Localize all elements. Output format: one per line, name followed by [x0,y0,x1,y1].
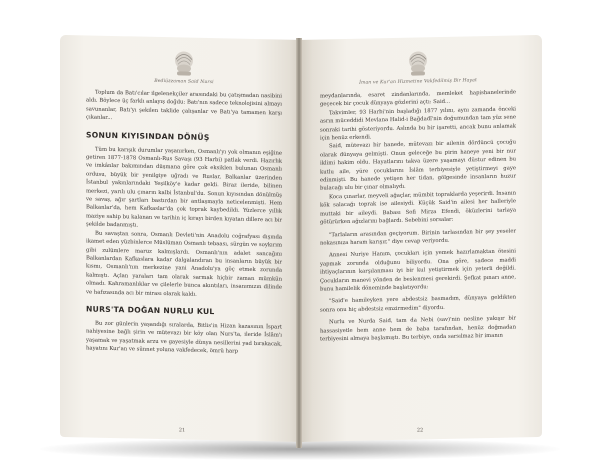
right-page-content [320,45,516,431]
section-heading: SONUN KIYISINDAN DÖNÜŞ [86,130,210,142]
right-page [298,35,542,442]
paragraph: Bu zor günlerin yaşandığı sıralarda, Bitlis'in Hizan kazasının İspart nahiyesine bağlı şirin ve mütevazı bir köy olan Nurs'ta, ileride İslâm'ı yaşamak ve yaşatmak arzu ve gayesiyle dünya nesillerini yad bırakacak, hayatını Kur'an ve sünnet yoluna vakfedecek, ömrü harp [86,320,282,355]
paragraph: Koca çınarlar, meyveli ağaçlar, mümbit topraklarda yeşerirdi. İnsanın kök salacağı toprak ise ailesiydi. Küçük Said'in ailesi her halleriyle muttaki bir aileydi. Babası Sofi Mirza Efendi, öküzlerini tarlaya götürürken ağızlarını bağlardı. Sebebini sorsalar: [320,190,516,226]
paragraph: Nurlu ve Nurda Said, tam da Nebi (sav)'nin nesline yakışır bir hassasiyetle hem anne hem de baba tarafından, henüz doğmadan terbiyesini almaya başlamıştı. Bu terbiye, onda sarsılmaz bir imanın [320,315,516,343]
turban-emblem-icon [405,47,431,78]
paragraph: Annesi Nuriye Hanım, çocukları için yemek hazırlamaktan ötesini yapmak zorunda olduğunu biliyordu. Ona göre, sadece maddi ihtiyaçlarının karşılanması iyi bir kul yetiştirmek için yeterli değildi. Çocukların manevi yönden de beslenmesi gerekirdi. Şefkat pınarı anne, bunu hamilelik döneminde başlatıyordu: [320,248,516,293]
left-page [60,35,304,442]
left-page-content [86,45,282,431]
paragraph: Toplum da Batı'cılar ilgelenekçiler arasındaki bu çatışmadan nasibini aldı. Böylece üç farklı anlayış doğdu: Batı'nın sadece teknolojisini almayı savunanlar, Batı'yı şekilen taklide çalışanlar ve Batı'ya tamamen karşı çıkanlar... [86,89,282,122]
paragraph: Tüm bu karışık durumlar yaşanırken, Osmanlı'yı yok olmanın eşiğine getiren 1877-1878 Osmanlı-Rus Savaşı (93 Harbi) patlak verdi. Hazırlık ve imkânlar bakımından düşmana göre çok eksiklen bulunan Osmanlı ordusu, büyük bir yenilgiye uğradı ve Ruslar, Balkanlar üzerinden İstanbul yakınlarındaki Yeşilköy'e kadar geldi. Biraz ileride, bilinen merkezi, yarılı ulu çınarın kalbi İstanbul'du. Sonun kıyısından dönülmüş ve savaş, ağır şartları bastırdan bir antlaşmayla neticelenmişti. Hem Balkanlar'da, hem Kafkaslar'da çok toprak kaybedildi. Yüzlerce yıllık maziye sahip bu kalanan ve tarihin iç kırayı birden kıyatan dillere acı bir şekilde badanmıştı. [86,146,282,229]
paragraph: "Tarlaların arasından geçiyorum. Birinin tarlasından bir şey yeseler nokasınıza haram karışır," diye cevap veriyordu. [320,227,516,247]
page-number: 22 [416,427,424,434]
paragraph: Said, mütevazı bir hanede, mütevazı bir ailenin dördüncü çocuğu olarak dünyaya gelmişti. Onun geleceğe bu pirin haneye yeni bir nur iklimi hakim oldu. Hayatlarını takva üzere yaşamayı düstur edinen bu kutlu aile, yüre çocuklarını İslâm terbiyesiyle yetiştirmeyi gaye edinmişti. Bu hanede yetişen her tidan, gölgesinde insanların huzur bulacağı ulu bir çınar olmalıydı. [320,139,516,193]
paragraph: meydanlarında, esaret zindanlarında, memleket hapishanelerinde geçecek bir çocuk dünyaya gözlerini açtı: Said... [320,89,516,108]
right-running-head: İman ve Kur'an Hizmetine Vakfedilmiş Bir Hayat [359,78,477,86]
section-heading: NURS'TA DOĞAN NURLU KUL [86,304,215,317]
paragraph: Takvimler, 93 Harbi'nin başladığı 1877 yılını, aynı zamanda önceki asrın müceddidi Mevlana Halid-i Bağdadî'nin doğumundan tam yüz sene sonraki tarihi gösteriyordu. Aslında bu bir işaretti, ancak bunu anlamak için henüz erkendi. [320,106,516,142]
left-body [86,88,282,357]
left-running-head: Bediüzzaman Said Nursi [154,78,214,86]
turban-emblem-icon [171,47,197,78]
paragraph: "Said'e hamileyken yere abdestsiz basmadım, dünyaya geldikten sonra onu hiç abdestsiz emzirmedim" diyordu. [320,294,516,314]
book-spine [296,38,302,448]
paragraph: Bu savaştan sonra, Osmanlı Devleti'nin Anadolu coğrafyası dışında ikamet eden yüzbinlerce Müslüman Osmanlı tebaası, sürgün ve soykırım gibi zulümlere maruz kalmışlardı. Osmanlı'nın adalet sancağını Balkanlardan Kafkaslara kadar dalgalandıran bu insanların büyük bir kısmı, Osmanlı'nın merkezine yani Anadolu'ya göç etmek zorunda kalmıştı. Açlan yaraları tam olarak sarmak hiçbir zaman mümkün olmadı. Kahramanlıklar ve çilelerle bunca akıntıları, insanımızın dilinde ve hafızasında acı bir mirası olarak kaldı. [86,230,282,298]
right-body [320,88,516,343]
page-number: 21 [178,427,186,434]
